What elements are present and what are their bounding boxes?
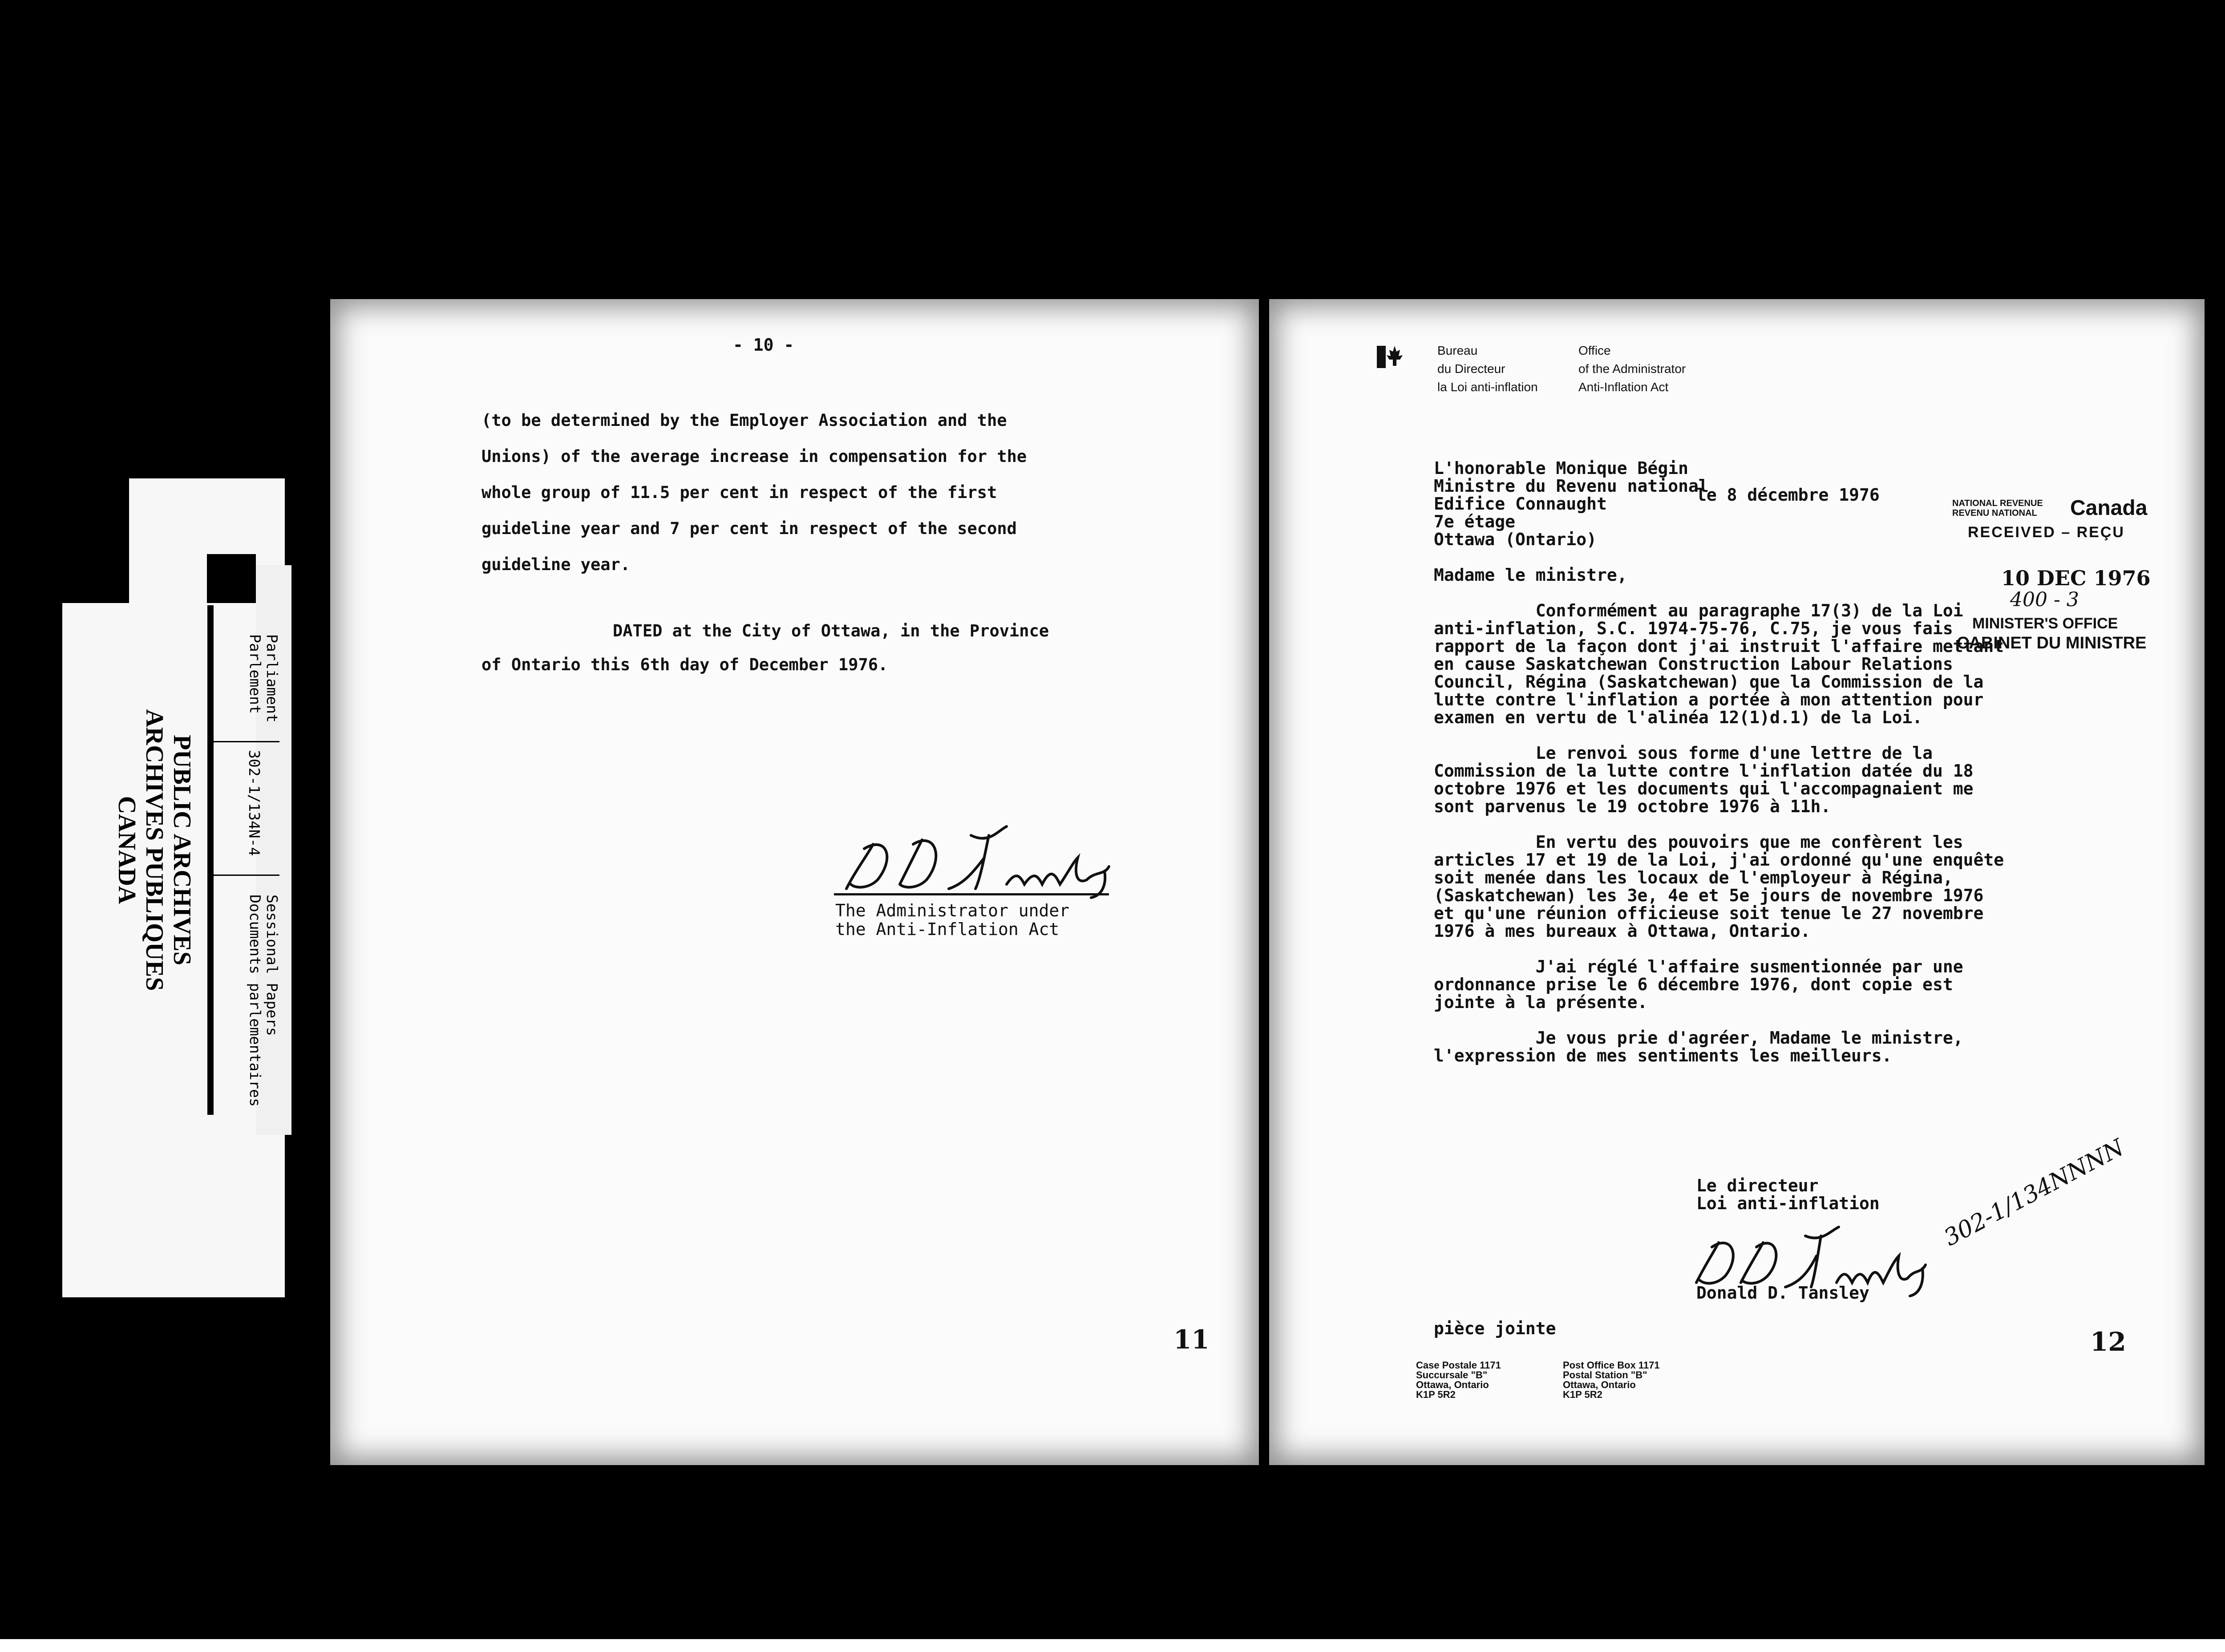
parliament-label: Parliament Parlement — [247, 634, 281, 723]
signature-caption: The Administrator under the Anti-Inflation Act — [835, 901, 1070, 939]
stamp-handwritten-number: 400 - 3 — [2010, 588, 2079, 611]
stamp-date: 10 DEC 1976 — [2001, 566, 2151, 590]
bottom-border — [0, 1639, 2225, 1652]
page-number-right: 12 — [2090, 1327, 2126, 1357]
letterhead-en: Office of the Administrator Anti-Inflation Act — [1578, 344, 1686, 394]
sessional-papers-label: Sessional Papers Documents parlementaires — [247, 895, 281, 1107]
stamp-line1: NATIONAL REVENUE — [1952, 498, 2043, 508]
archive-tab-notch — [207, 554, 256, 603]
signature-left — [837, 818, 1131, 898]
stamp-office-fr: CABINET DU MINISTRE — [1957, 634, 2147, 652]
enclosure-note: pièce jointe — [1434, 1319, 1556, 1338]
letter-signoff: Le directeur Loi anti-inflation — [1696, 1176, 1880, 1213]
page-header: - 10 - — [733, 335, 794, 355]
address-fr: Case Postale 1171 Succursale "B" Ottawa, Ontario K1P 5R2 — [1416, 1360, 1501, 1400]
address-en: Post Office Box 1171 Postal Station "B" Ottawa, Ontario K1P 5R2 — [1563, 1360, 1660, 1400]
document-page-right — [1269, 299, 2205, 1465]
tab-rule-1 — [213, 741, 279, 742]
stamp-canada: Canada — [2070, 496, 2148, 520]
stamp-line2: REVENU NATIONAL — [1952, 508, 2037, 518]
letter-date: le 8 décembre 1976 — [1696, 485, 1880, 505]
dated-clause: DATED at the City of Ottawa, in the Province of Ontario this 6th day of December 1976. — [481, 621, 1049, 674]
archives-stamp: PUBLIC ARCHIVES ARCHIVES PUBLIQUES CANADA — [113, 709, 196, 991]
page-number: 11 — [1173, 1324, 1210, 1355]
stamp-office-en: MINISTER'S OFFICE — [1972, 615, 2118, 632]
order-body-text: (to be determined by the Employer Association and the Unions) of the average increase in compensation for the whole group of 11.5 per cent in respect of the first guideline year and 7 per cent in respect of the second guideline year. — [481, 411, 1027, 574]
archive-tab-divider — [207, 605, 214, 1115]
tab-rule-2 — [213, 875, 279, 876]
file-number: 302-1/134N-4 — [246, 750, 263, 856]
stamp-received: RECEIVED – REÇU — [1968, 524, 2125, 541]
letter-body: L'honorable Monique Bégin Ministre du Revenu national Edifice Connaught 7e étage Ottawa (Ontario) Madame le ministre, Conformément au paragraphe 17(3) de la Loi anti-inflation, S.C. 1974-75-76, C.75, je vous fais rapport de la façon dont j'ai instruit l'affaire mettant en cause Saskatchewan Construction Labour Relations Council, Régina (Saskatchewan) que la Commission de la lutte contre l'inflation a portée à mon attention pour examen en vertu de l'alinéa 12(1)d.1) de la Loi. Le renvoi sous forme d'une lettre de la Commission de la lutte contre l'inflation datée du 18 octobre 1976 et les documents qui l'accompagnaient me sont parvenus le 19 octobre 1976 à 11h. En vertu des pouvoirs que me confèrent les articles 17 et 19 de la Loi, j'ai ordonné qu'une enquête soit menée dans les locaux de l'employeur à Régina, (Saskatchewan) les 3e, 4e et 5e jours de novembre 1976 et qu'une réunion officieuse soit tenue le 27 novembre 1976 à mes bureaux à Ottawa, Ontario. J'ai réglé l'affaire susmentionnée par une ordonnance prise le 6 décembre 1976, dont copie est jointe à la présente. Je vous prie d'agréer, Madame le ministre, l'expression de mes sentiments les meilleurs. — [1434, 458, 2004, 1065]
letterhead-fr: Bureau du Directeur la Loi anti-inflation — [1437, 344, 1538, 394]
document-page-left — [330, 299, 1259, 1465]
signature-line — [834, 893, 1109, 895]
handwritten-reference: 302-1/134NNNN — [1939, 1134, 2129, 1251]
canada-flag-icon — [1377, 344, 1404, 370]
signer-name: Donald D. Tansley — [1696, 1283, 1869, 1303]
